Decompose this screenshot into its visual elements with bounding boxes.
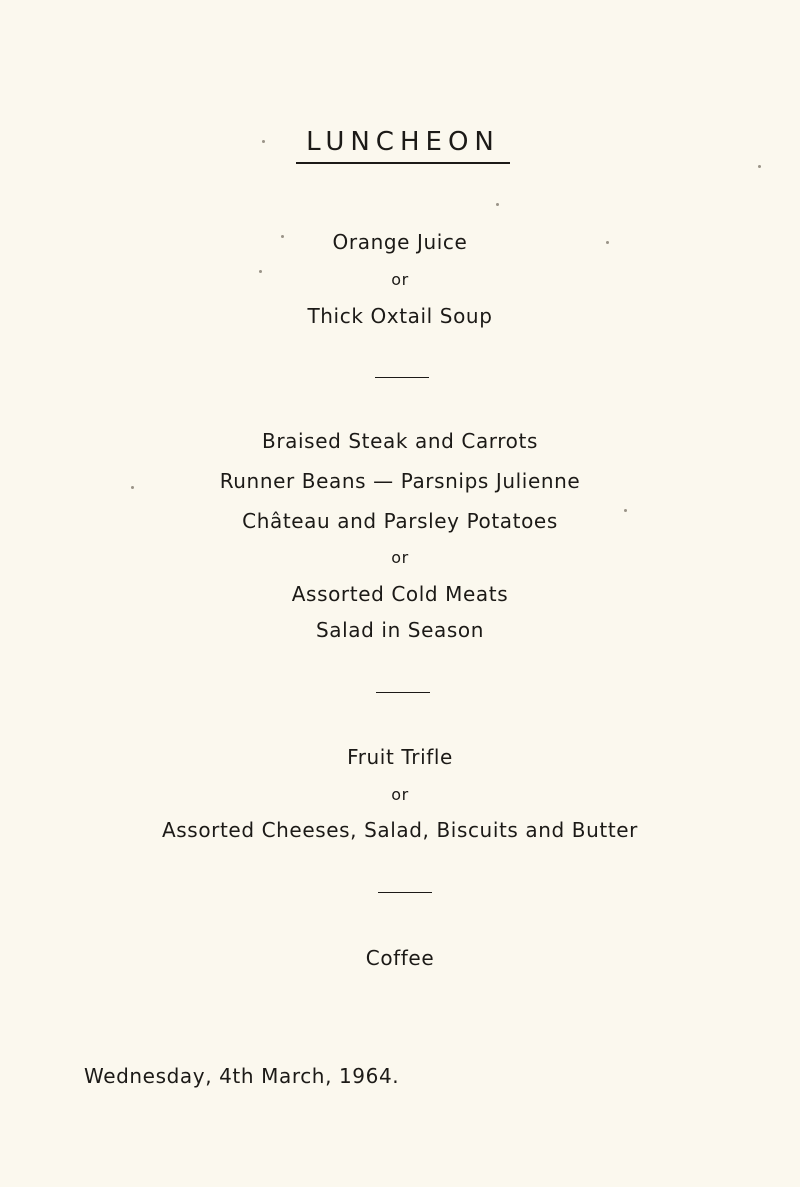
section-divider-2: [376, 692, 430, 693]
paper-speck: [624, 509, 627, 512]
main-braised-steak: Braised Steak and Carrots: [262, 429, 538, 453]
paper-speck: [758, 165, 761, 168]
paper-speck: [259, 270, 262, 273]
section-divider-3: [378, 892, 432, 893]
main-or: or: [391, 548, 409, 567]
menu-date: Wednesday, 4th March, 1964.: [84, 1064, 400, 1088]
coffee-item: Coffee: [365, 946, 435, 970]
paper-speck: [262, 140, 265, 143]
starter-or: or: [391, 270, 409, 289]
section-divider-1: [375, 377, 429, 378]
main-vegetables: Runner Beans — Parsnips Julienne: [219, 469, 581, 493]
starter-orange-juice: Orange Juice: [332, 230, 468, 254]
menu-title: LUNCHEON: [296, 127, 510, 164]
main-cold-meats: Assorted Cold Meats: [291, 582, 509, 606]
main-salad: Salad in Season: [316, 618, 484, 642]
dessert-fruit-trifle: Fruit Trifle: [347, 745, 453, 769]
paper-speck: [496, 203, 499, 206]
dessert-or: or: [391, 785, 409, 804]
starter-oxtail-soup: Thick Oxtail Soup: [307, 304, 493, 328]
main-potatoes: Château and Parsley Potatoes: [242, 509, 558, 533]
dessert-cheeses: Assorted Cheeses, Salad, Biscuits and Butter: [162, 818, 638, 842]
paper-speck: [281, 235, 284, 238]
paper-speck: [131, 486, 134, 489]
paper-speck: [606, 241, 609, 244]
